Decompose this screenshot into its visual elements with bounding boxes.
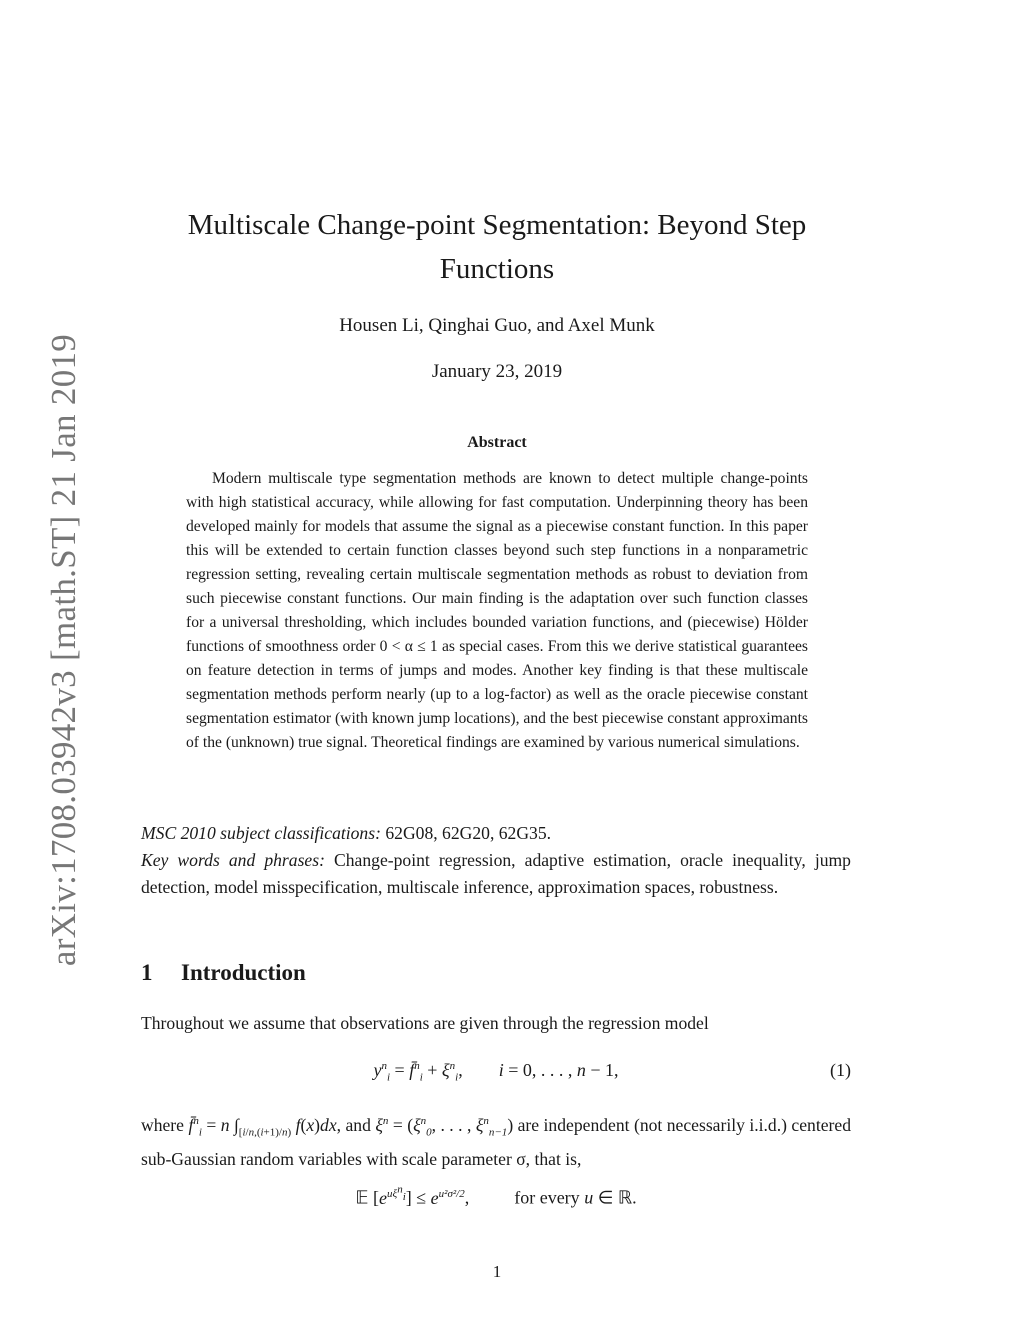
equation-2: 𝔼 $[e^{u\xi^n_i}] \le e^{u^2\sigma^2/2}$, for every u ∈ ℝ. [355,1183,637,1208]
paper-title: Multiscale Change-point Segmentation: Beyond Step Functions [187,209,807,285]
keywords-label: Key words and phrases: [141,850,325,870]
msc-value: 62G08, 62G20, 62G35. [385,823,552,843]
equation-2-text: for every [514,1187,580,1208]
p2-where: where [141,1114,184,1135]
paper-date: January 23, 2019 [431,361,563,382]
paper-authors: Housen Li, Qinghai Guo, and Axel Munk [339,315,655,336]
section-title: Introduction [181,960,306,985]
abstract-heading: Abstract [467,434,527,451]
arxiv-sidebar-stamp: arXiv:1708.03942v3 [math.ST] 21 Jan 2019 [44,333,83,967]
p2-and: , and [336,1114,371,1135]
keywords-value: Change-point regression, adaptive estimation, oracle inequality, jump detection, model misspecification, multiscale inference, approximation spaces, robustness. [141,850,851,897]
msc-label: MSC 2010 subject classifications: [141,823,381,843]
equation-1-formula: $y^n_i$ = f̄$^n_i$ + $\xi^n_i$, i = 0, . . . , n − 1, [373,1060,619,1084]
intro-paragraph-2: where f̄$^n_i$ = n $\int_{[i/n,(i+1)/n)}$ f(x)dx, and $\xi^n = (\xi^n_0$, . . . , $\xi^n_{n-1}$) are independent (not necessarily i.i.d.) centered sub-Gaussian random variables with scale parameter σ, that is, [141,1114,852,1170]
keywords [141,847,851,901]
section-heading [141,960,306,986]
abstract-text: Modern multiscale type segmentation methods are known to detect multiple change-points with high statistical accuracy, while allowing for fast computation. Underpinning theory has been developed mainly for models that assume the signal as a piecewise constant function. In this paper this will be extended to certain function classes beyond such step functions in a nonparametric regression setting, revealing certain multiscale segmentation methods as robust to deviation from such piecewise constant functions. Our main finding is the adaptation over such function classes for a universal thresholding, which includes bounded variation functions, and (piecewise) Hölder functions of smoothness order 0 < α ≤ 1 as special cases. From this we derive statistical guarantees on feature detection in terms of jumps and modes. Another key finding is that these multiscale segmentation methods perform nearly (up to a log-factor) as well as the oracle piecewise constant segmentation estimator (with known jump locations), and the best piecewise constant approximants of the (unknown) true signal. Theoretical findings are examined by various numerical simulations. [186,470,808,751]
equation-1-number: (1) [830,1060,851,1080]
intro-paragraph-1: Throughout we assume that observations are given through the regression model [141,1013,709,1033]
section-number: 1 [141,960,153,985]
p2-rest: are independent (not necessarily i.i.d.) centered sub-Gaussian random variables with scale parameter σ, that is, [141,1114,852,1170]
page-number: 1 [492,1262,502,1281]
msc-classification [141,820,851,847]
